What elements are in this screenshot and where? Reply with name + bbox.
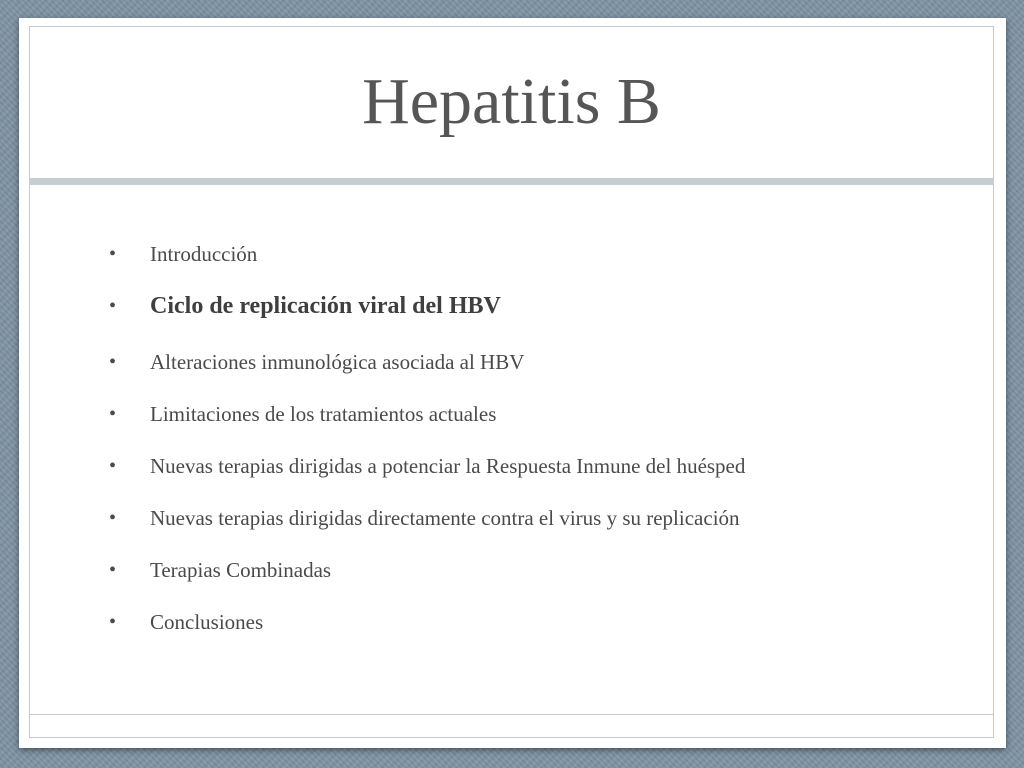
slide-canvas bbox=[19, 18, 1006, 748]
agenda-item-label: Terapias Combinadas bbox=[150, 558, 332, 582]
bullet-icon: • bbox=[109, 351, 117, 373]
list-item bbox=[109, 344, 969, 396]
bullet-icon: • bbox=[109, 559, 117, 581]
agenda-item-label: Introducción bbox=[150, 242, 258, 266]
bullet-icon: • bbox=[109, 507, 117, 529]
agenda-item-label: Ciclo de replicación viral del HBV bbox=[150, 293, 501, 319]
list-item bbox=[109, 236, 969, 288]
agenda-item-label: Limitaciones de los tratamientos actuales bbox=[150, 402, 497, 426]
title-divider bbox=[29, 178, 994, 185]
list-item bbox=[109, 288, 969, 344]
slide-title: Hepatitis B bbox=[362, 65, 661, 138]
list-item bbox=[109, 396, 969, 448]
agenda-list bbox=[109, 236, 969, 656]
agenda-item-label: Alteraciones inmunológica asociada al HBV bbox=[150, 350, 525, 374]
agenda-item-label: Nuevas terapias dirigidas a potenciar la Respuesta Inmune del huésped bbox=[150, 454, 746, 478]
bullet-icon: • bbox=[109, 403, 117, 425]
bullet-icon: • bbox=[109, 243, 117, 265]
agenda-item-label: Conclusiones bbox=[150, 610, 264, 634]
agenda-item-label: Nuevas terapias dirigidas directamente contra el virus y su replicación bbox=[150, 506, 740, 530]
bullet-icon: • bbox=[109, 455, 117, 477]
list-item bbox=[109, 552, 969, 604]
bullet-icon: • bbox=[109, 611, 117, 633]
bullet-icon: • bbox=[109, 295, 117, 317]
list-item bbox=[109, 448, 969, 500]
list-item bbox=[109, 604, 969, 656]
footer-divider bbox=[29, 714, 994, 715]
list-item bbox=[109, 500, 969, 552]
